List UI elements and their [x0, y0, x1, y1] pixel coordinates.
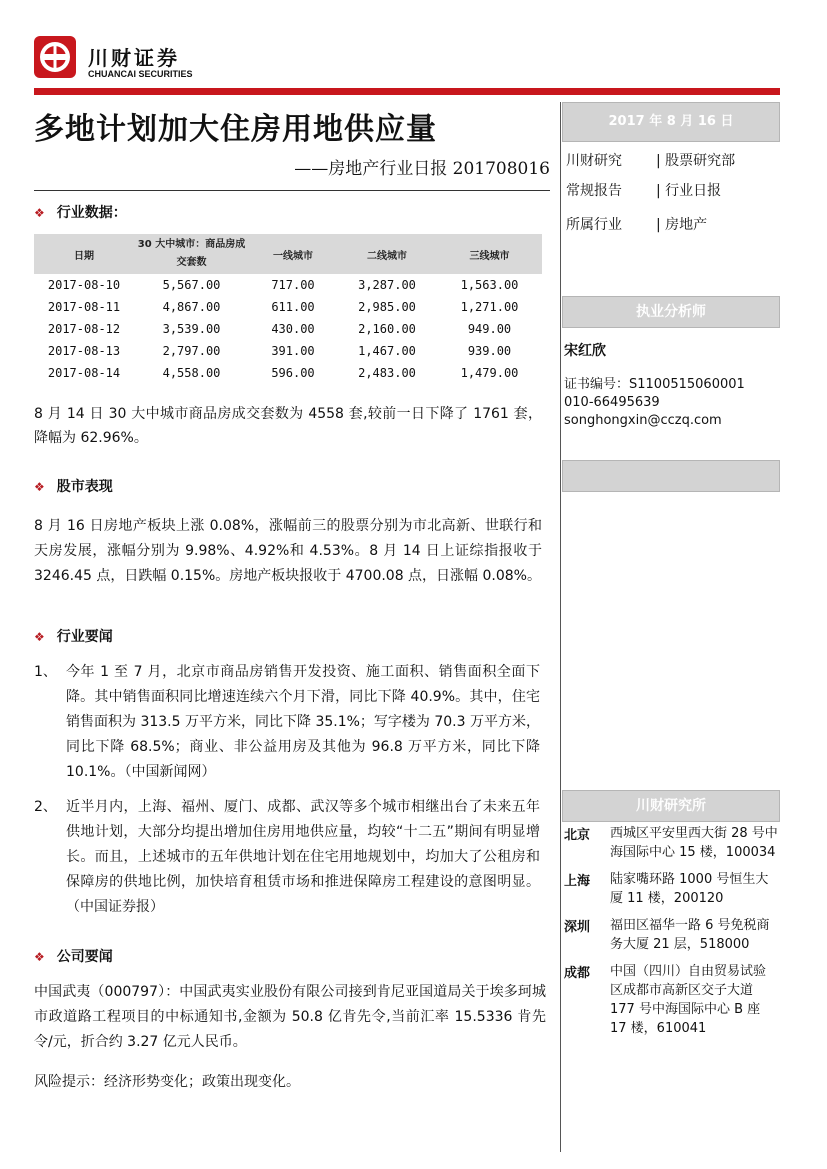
- table-row: [34, 318, 542, 340]
- analyst-name: 宋红欣: [564, 343, 606, 359]
- brand-name-cn: 川财证券: [88, 46, 180, 70]
- office-item: [564, 916, 778, 954]
- analyst-cert: 证书编号：S1100515060001: [564, 377, 745, 392]
- section-company-news-heading: ❖ 公司要闻: [34, 949, 113, 965]
- list-item-text: 近半月内，上海、福州、厦门、成都、武汉等多个城市相继出台了未来五年供地计划，大部分均提出增加住房用地供应量，均较“十二五”期间有明显增长。而且，上述城市的五年供地计划在住宅用地规划中，均加大了公租房和保障房的供地比例，加快培育租赁市场和推进保障房工程建设的意图明显。（中国证券报）: [66, 799, 540, 915]
- section-industry-data-heading: ❖ 行业数据：: [34, 205, 127, 221]
- table-row: [34, 340, 542, 362]
- office-item: [564, 870, 778, 908]
- meta-label: 所属行业: [566, 217, 622, 233]
- meta-row: [566, 180, 778, 214]
- table-cell: 1,271.00: [460, 300, 519, 314]
- analyst-header: 执业分析师: [562, 296, 780, 328]
- meta-value: | 股票研究部: [656, 153, 736, 169]
- list-item-number: 2、: [34, 799, 57, 815]
- title-divider: [34, 190, 550, 191]
- diamond-bullet-icon: ❖: [34, 630, 45, 644]
- analyst-phone: 010-66495639: [564, 395, 660, 410]
- diamond-bullet-icon: ❖: [34, 480, 45, 494]
- table-cell: 717.00: [271, 278, 315, 292]
- table-cell: 3,287.00: [358, 278, 416, 292]
- report-title: 多地计划加大住房用地供应量: [34, 112, 437, 147]
- list-item: [34, 660, 550, 785]
- diamond-bullet-icon: ❖: [34, 206, 45, 220]
- table-cell: 4,867.00: [162, 300, 221, 314]
- table-cell: 2017-08-12: [47, 322, 121, 336]
- table-header-tier1: 一线城市: [249, 234, 337, 274]
- table-cell: 5,567.00: [162, 278, 221, 292]
- list-item-number: 1、: [34, 664, 57, 680]
- office-list: [564, 824, 778, 1038]
- office-item: [564, 962, 778, 1038]
- industry-data-table: [34, 234, 542, 384]
- office-address: 福田区福华一路 6 号免税商务大厦 21 层，518000: [610, 918, 770, 952]
- office-city: 北京: [564, 828, 591, 843]
- report-date-box: [562, 102, 780, 142]
- table-row: [34, 362, 542, 384]
- table-cell: 939.00: [467, 344, 512, 358]
- section-stock-market-heading: ❖ 股市表现: [34, 479, 113, 495]
- table-cell: 1,467.00: [358, 344, 416, 358]
- table-cell: 2,797.00: [162, 344, 221, 358]
- table-row: [34, 274, 542, 296]
- sidebar-gray-band: [562, 460, 780, 492]
- table-cell: 3,539.00: [162, 322, 221, 336]
- meta-value: | 行业日报: [656, 183, 722, 199]
- table-cell: 430.00: [271, 322, 315, 336]
- meta-row: [566, 150, 778, 180]
- table-header-date: 日期: [34, 234, 134, 274]
- section-industry-news-heading: ❖ 行业要闻: [34, 629, 113, 645]
- table-cell: 2017-08-10: [47, 278, 121, 292]
- table-cell: 4,558.00: [162, 366, 221, 380]
- table-header-tier2: 二线城市: [337, 234, 437, 274]
- list-item: [34, 795, 550, 920]
- office-city: 成都: [564, 966, 591, 981]
- industry-data-summary: 8 月 14 日 30 大中城市商品房成交套数为 4558 套,较前一日下降了 1761 套，降幅为 62.96%。: [34, 406, 542, 446]
- meta-value: | 房地产: [656, 217, 708, 233]
- office-address: 中国（四川）自由贸易试验区成都市高新区交子大道 177 号中海国际中心 B 座 17 楼，610041: [610, 964, 767, 1036]
- analyst-card: [564, 340, 778, 430]
- table-cell: 2,160.00: [358, 322, 416, 336]
- diamond-bullet-icon: ❖: [34, 950, 45, 964]
- meta-label: 常规报告: [566, 183, 622, 199]
- company-news-text: 中国武夷（000797）：中国武夷实业股份有限公司接到肯尼亚国道局关于埃多珂城市政道路工程项目的中标通知书,金额为 50.8 亿肯先令,当前汇率 15.5336 肯先令/元，折合约 3.27 亿元人民币。: [34, 984, 546, 1050]
- report-meta: [566, 150, 778, 244]
- table-cell: 596.00: [271, 366, 315, 380]
- office-address: 陆家嘴环路 1000 号恒生大厦 11 楼，200120: [610, 872, 769, 906]
- report-subtitle: ——房地产行业日报 201708016: [294, 159, 550, 179]
- report-date: 2017 年 8 月 16 日: [608, 114, 734, 129]
- brand-name-en: CHUANCAI SECURITIES: [88, 69, 193, 79]
- table-cell: 391.00: [271, 344, 315, 358]
- table-cell: 949.00: [467, 322, 512, 336]
- office-city: 上海: [564, 874, 591, 889]
- table-cell: 2017-08-11: [47, 300, 121, 314]
- header-divider: [34, 88, 780, 95]
- list-item-text: 今年 1 至 7 月，北京市商品房销售开发投资、施工面积、销售面积全面下降。其中销售面积同比增速连续六个月下滑，同比下降 40.9%。其中，住宅销售面积为 313.5 万平方米，同比下降 35.1%；写字楼为 70.3 万平方米，同比下降 68.5%；商业、非公益用房及其他为 96.8 万平方米，同比下降 10.1%。（中国新闻网）: [66, 664, 540, 780]
- table-cell: 2017-08-14: [47, 366, 121, 380]
- table-header-30city: 30 大中城市：商品房成交套数: [134, 234, 249, 274]
- table-row: [34, 296, 542, 318]
- office-city: 深圳: [564, 920, 591, 935]
- column-divider: [560, 102, 561, 1152]
- table-header-tier3: 三线城市: [437, 234, 542, 274]
- office-item: [564, 824, 778, 862]
- logo-mark-icon: [34, 36, 76, 78]
- table-cell: 2,483.00: [358, 366, 416, 380]
- table-cell: 2017-08-13: [47, 344, 121, 358]
- institute-header: 川财研究所: [562, 790, 780, 822]
- risk-notice: 风险提示：经济形势变化；政策出现变化。: [34, 1074, 300, 1090]
- table-cell: 2,985.00: [358, 300, 416, 314]
- table-cell: 1,479.00: [460, 366, 519, 380]
- table-cell: 611.00: [271, 300, 315, 314]
- analyst-email[interactable]: songhongxin@cczq.com: [564, 413, 722, 428]
- office-address: 西城区平安里西大街 28 号中海国际中心 15 楼，100034: [610, 826, 778, 860]
- meta-row: [566, 214, 778, 244]
- company-logo: [34, 36, 76, 78]
- meta-label: 川财研究: [566, 153, 622, 169]
- table-cell: 1,563.00: [460, 278, 519, 292]
- stock-market-text: 8 月 16 日房地产板块上涨 0.08%，涨幅前三的股票分别为市北高新、世联行和天房发展，涨幅分别为 9.98%、4.92%和 4.53%。8 月 14 日上证综指报收于 3246.45 点，日跌幅 0.15%。房地产板块报收于 4700.08 点，日涨幅 0.08%。: [34, 518, 542, 584]
- industry-news-list: [34, 660, 550, 920]
